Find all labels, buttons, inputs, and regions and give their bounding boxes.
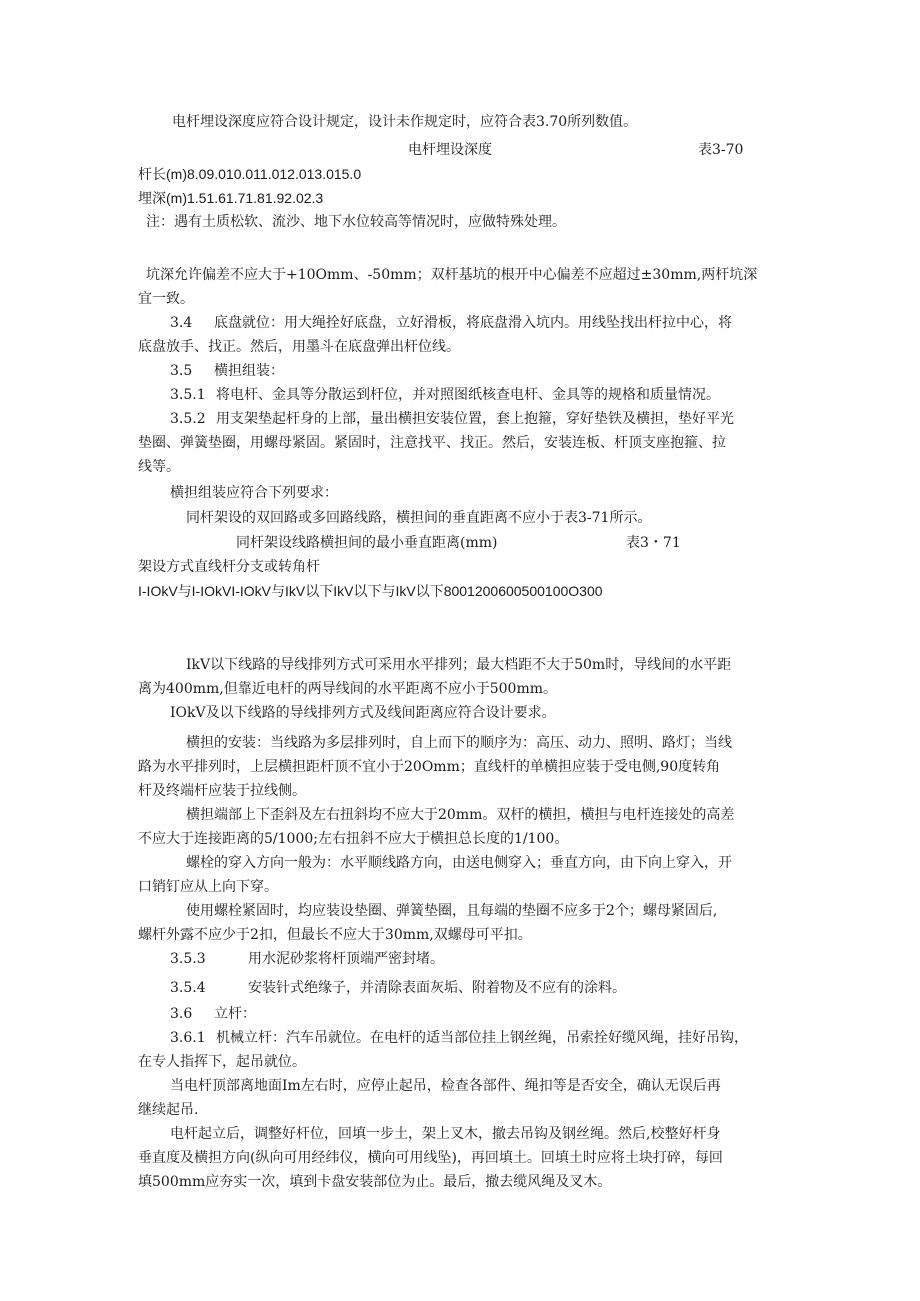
section-3-5-4 (170, 978, 626, 998)
table-3-71-data-row: I-IOkV与I-IOkVI-IOkV与IkV以下IkV以下与IkV以下8001200600500100O300 (138, 583, 603, 599)
section-text: 安装针式绝缘子，并清除表面灰垢、附着物及不应有的涂料。 (248, 980, 626, 996)
section-number: 3.6.1 (170, 1030, 206, 1046)
section-3-4 (170, 313, 732, 333)
table-3-70-number: 表3-70 (698, 142, 744, 158)
section-3-5-1 (170, 385, 720, 405)
table-3-70-length-row: 杆长(m)8.09.010.011.012.013.015.0 (138, 166, 362, 182)
crossarm-skew-line-2: 不应大于连接距离的5/1000;左右扭斜不应大于横担总长度的1/100。 (138, 831, 569, 847)
section-text: 用水泥砂浆将杆顶端严密封堵。 (248, 951, 444, 967)
ten-kv-arrangement-paragraph: IOkV及以下线路的导线排列方式及线间距离应符合设计要求。 (170, 705, 556, 721)
intro-paragraph: 电杆埋设深度应符合设计规定，设计未作规定时，应符合表3.70所列数值。 (172, 114, 638, 130)
low-voltage-arrangement-line-2: 离为400mm,但靠近电杆的两导线间的水平距离不应小于500mm。 (138, 681, 557, 697)
crossarm-install-line-1: 横担的安装：当线路为多层排列时，自上而下的顺序为：高压、动力、照明、路灯；当线 (186, 735, 732, 751)
crossarm-skew-line-1: 横担端部上下歪斜及左右扭斜均不应大于20mm。双杆的横担，横担与电杆连接处的高差 (186, 807, 735, 823)
table-3-71-header-row: 架设方式直线杆分支或转角杆 (138, 559, 320, 575)
pit-tolerance-line-1: 坑深允许偏差不应大于+10Omm、-50mm；双杆基坑的根开中心偏差不应超过±30mm,两杆坑深 (146, 267, 758, 283)
section-3-6-1 (170, 1028, 748, 1048)
section-3-5-2-line-3: 线等。 (138, 459, 180, 475)
bolt-tightening-line-1: 使用螺栓紧固时，均应装设垫圈、弹簧垫圈，且每端的垫圈不应多于2个；螺母紧固后, (186, 903, 718, 919)
low-voltage-arrangement-line-1: IkV以下线路的导线排列方式可采用水平排列；最大档距不大于50m时，导线间的水平距 (186, 657, 732, 673)
section-text: 用支架垫起杆身的上部，量出横担安装位置，套上抱箍，穿好垫铁及横担，垫好平光 (216, 411, 734, 427)
pit-tolerance-line-2: 宜一致。 (138, 291, 194, 307)
table-3-71-title: 同杆架设线路横担间的最小垂直距离(mm) (236, 535, 498, 551)
table-3-71-number: 表3・71 (626, 535, 681, 551)
section-3-5-2-line-2: 垫圈、弹簧垫圈，用螺母紧固。紧固时，注意找平、找正。然后，安装连板、杆顶支座抱箍、拉 (138, 435, 726, 451)
table-3-70-note: 注：遇有土质松软、流沙、地下水位较高等情况时，应做特殊处理。 (146, 214, 566, 230)
lifting-paragraph-line-2: 继续起吊. (138, 1102, 199, 1118)
section-number: 3.5.4 (170, 980, 206, 996)
section-heading: 立杆： (214, 1006, 256, 1022)
bolt-tightening-line-2: 螺杆外露不应少于2扣，但最长不应大于30mm,双螺母可平扣。 (138, 927, 532, 943)
lifting-paragraph-line-1: 当电杆顶部离地面Im左右时，应停止起吊，检查各部件、绳扣等是否安全，确认无误后再 (170, 1078, 721, 1094)
section-3-5-3 (170, 949, 444, 969)
section-text: 机械立杆：汽车吊就位。在电杆的适当部位挂上钢丝绳，吊索拴好缆风绳，挂好吊钩， (216, 1030, 748, 1046)
section-number: 3.6 (170, 1006, 193, 1022)
section-text: 底盘就位：用大绳拴好底盘，立好滑板，将底盘滑入坑内。用线坠找出杆拉中心，将 (214, 315, 732, 331)
erection-paragraph-line-1: 电杆起立后，调整好杆位，回填一步土，架上叉木，撤去吊钩及钢丝绳。然后,校整好杆身 (170, 1126, 721, 1142)
section-number: 3.4 (170, 315, 193, 331)
section-3-6-1-line-2: 在专人指挥下，起吊就位。 (138, 1054, 306, 1070)
section-number: 3.5.3 (170, 951, 206, 967)
crossarm-install-line-3: 杆及终端杆应装于拉线侧。 (138, 783, 306, 799)
section-number: 3.5 (170, 363, 193, 379)
section-heading: 横担组装： (214, 363, 284, 379)
table-3-70-title: 电杆埋设深度 (408, 142, 492, 158)
erection-paragraph-line-2: 垂直度及横担方向(纵向可用经纬仪，横向可用线坠)，再回填土。回填土时应将土块打碎，每回 (138, 1150, 723, 1166)
section-3-4-line-2: 底盘放手、找正。然后，用墨斗在底盘弹出杆位线。 (138, 339, 460, 355)
crossarm-install-line-2: 路为水平排列时，上层横担距杆顶不宜小于20Omm；直线杆的单横担应装于受电侧,90度转角 (138, 759, 721, 775)
same-pole-paragraph: 同杆架设的双回路或多回路线路，横担间的垂直距离不应小于表3-71所示。 (186, 510, 652, 526)
section-3-6 (170, 1004, 256, 1024)
section-text: 将电杆、金具等分散运到杆位，并对照图纸核查电杆、金具等的规格和质量情况。 (216, 387, 720, 403)
crossarm-requirements-heading: 横担组装应符合下列要求： (170, 485, 338, 501)
table-3-70-depth-row: 埋深(m)1.51.61.71.81.92.02.3 (138, 190, 324, 206)
section-number: 3.5.1 (170, 387, 206, 403)
erection-paragraph-line-3: 填500mm应夯实一次，填到卡盘安装部位为止。最后，撤去缆风绳及叉木。 (138, 1174, 612, 1190)
section-3-5 (170, 361, 284, 381)
bolt-direction-line-2: 口销钉应从上向下穿。 (138, 879, 278, 895)
bolt-direction-line-1: 螺栓的穿入方向一般为：水平顺线路方向，由送电侧穿入；垂直方向，由下向上穿入，开 (186, 855, 732, 871)
section-3-5-2 (170, 409, 734, 429)
section-number: 3.5.2 (170, 411, 206, 427)
